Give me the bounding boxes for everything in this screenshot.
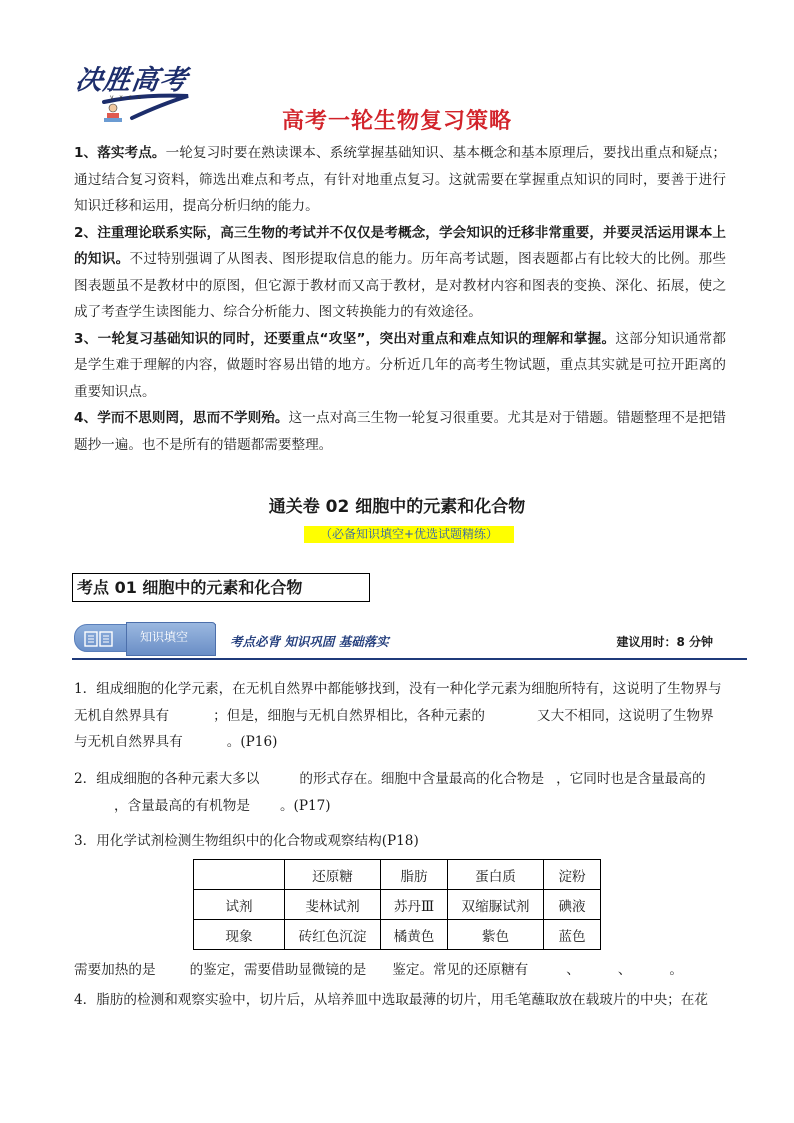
- table-cell: 现象: [194, 920, 285, 950]
- strategy-heading: 4、学而不思则罔，思而不学则殆。: [74, 410, 289, 426]
- table-row: [194, 890, 601, 920]
- question-text: 需要加热的是: [74, 962, 156, 978]
- question-text: ，它同时也是含量最高的: [556, 771, 706, 787]
- main-title: 高考一轮生物复习策略: [281, 109, 512, 134]
- table-row: [194, 920, 601, 950]
- question-text: 的鉴定，需要借助显微镜的是: [189, 962, 367, 978]
- table-cell: 双缩脲试剂: [448, 890, 544, 920]
- table-cell: 苏丹Ⅲ: [381, 890, 448, 920]
- table-cell: 蛋白质: [448, 860, 544, 890]
- strategy-paragraph-1: [74, 140, 726, 220]
- suggested-time: 建议用时：8 分钟: [616, 635, 713, 649]
- strategy-heading: 1、落实考点。: [74, 145, 166, 161]
- question-text: 。(P17): [279, 797, 331, 814]
- knowledge-banner: [72, 620, 747, 660]
- banner-divider: [72, 658, 747, 660]
- question-text: ；但是，细胞与无机自然界相比，各种元素的: [213, 707, 486, 724]
- strategy-text: 这一点对高三生物一轮复习很重要。尤其是对于错题。错题整理不是把错题抄一遍。也不是所有的错题都需要整理。: [74, 410, 726, 453]
- strategy-heading: 3、一轮复习基础知识的同时，还要重点“攻坚”，突出对重点和难点知识的理解和掌握。: [74, 330, 616, 347]
- strategy-text: 一轮复习时要在熟读课本、系统掌握基础知识、基本概念和基本原理后，要找出重点和疑点；通过结合复习资料，筛选出难点和考点，有针对地重点复习。这就需要在掌握重点知识的同时，要善于进行知识迁移和运用，提高分析归纳的能力。: [74, 145, 726, 214]
- table-header-row: [194, 860, 601, 890]
- table-cell: 砖红色沉淀: [285, 920, 381, 950]
- table-cell: 橘黄色: [381, 920, 448, 950]
- book-icon: [84, 630, 114, 648]
- question-text: 又大不相同，这说明了生物界与无机自然界具有: [74, 707, 714, 750]
- volume-subtitle: （必备知识填空+优选试题精练）: [304, 526, 514, 543]
- question-4: [74, 987, 726, 1014]
- volume-title: 通关卷 02 细胞中的元素和化合物: [268, 497, 526, 517]
- observation-table: [193, 859, 601, 950]
- table-cell: 淀粉: [544, 860, 601, 890]
- strategy-paragraph-3: [74, 326, 726, 406]
- question-text: 3．用化学试剂检测生物组织中的化合物或观察结构(P18): [74, 833, 419, 849]
- table-cell: 还原糖: [285, 860, 381, 890]
- question-3: [74, 828, 726, 855]
- table-followup: [74, 957, 726, 984]
- strategy-text: 不过特别强调了从图表、图形提取信息的能力。历年高考试题，图表题都占有比较大的比例。那些图表题虽不是教材中的原图，但它源于教材而又高于教材，是对教材内容和图表的变换、深化、拓展，使之成了考查学生读图能力、综合分析能力、图文转换能力的有效途径。: [74, 251, 726, 320]
- section-heading: 考点 01 细胞中的元素和化合物: [72, 573, 370, 602]
- question-text: 的形式存在。细胞中含量最高的化合物是: [299, 771, 545, 787]
- table-cell: 脂肪: [381, 860, 448, 890]
- question-text: 。: [669, 962, 683, 978]
- table-cell: 蓝色: [544, 920, 601, 950]
- logo-small-text: y . x . c . c: [110, 94, 141, 101]
- table-cell: [194, 860, 285, 890]
- question-1: [74, 676, 726, 756]
- question-text: 2．组成细胞的各种元素大多以: [74, 771, 260, 787]
- question-text: 鉴定。常见的还原糖有: [392, 962, 529, 978]
- strategy-section: [74, 140, 726, 458]
- logo-text: 决胜高考: [73, 65, 190, 96]
- strategy-paragraph-2: [74, 220, 726, 326]
- strategy-text: 这部分知识通常都是学生难于理解的内容，做题时容易出错的地方。分析近几年的高考生物试题，重点其实就是可拉开距离的重要知识点。: [74, 330, 727, 400]
- question-text: 1．组成细胞的化学元素，在无机自然界中都能够找到，没有一种化学元素为细胞所特有，这说明了生物界与无机自然界具有: [74, 681, 722, 724]
- table-cell: 试剂: [194, 890, 285, 920]
- strategy-heading: 2、注重理论联系实际，高三生物的考试并不仅仅是考概念，学会知识的迁移非常重要，并要灵活运用课本上的知识。: [74, 224, 726, 267]
- table-cell: 斐林试剂: [285, 890, 381, 920]
- question-2: [74, 766, 726, 819]
- question-text: 、: [566, 962, 580, 978]
- banner-motto: 考点必背 知识巩固 基础落实: [230, 634, 389, 649]
- table-cell: 紫色: [448, 920, 544, 950]
- question-text: 4．脂肪的检测和观察实验中，切片后，从培养皿中选取最薄的切片，用毛笔蘸取放在载玻片的中央；在花: [74, 992, 708, 1008]
- question-text: 。(P16): [226, 734, 278, 750]
- table-cell: 碘液: [544, 890, 601, 920]
- question-text: ，含量最高的有机物是: [114, 797, 250, 814]
- strategy-paragraph-4: [74, 405, 726, 458]
- banner-tab-label: 知识填空: [140, 630, 189, 644]
- question-text: 、: [617, 962, 632, 978]
